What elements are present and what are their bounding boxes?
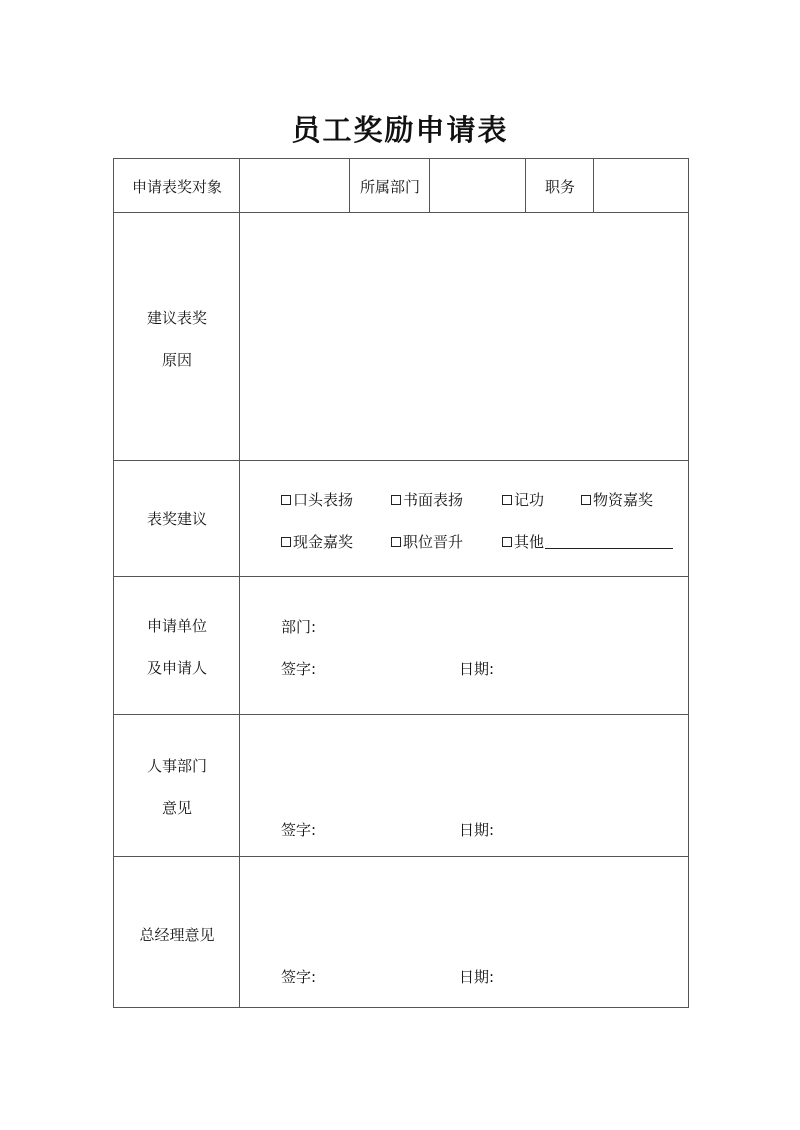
label-column-divider bbox=[239, 159, 240, 1007]
hr-date-field[interactable]: 日期: bbox=[459, 821, 495, 839]
option-label: 其他 bbox=[514, 533, 545, 551]
applicant-label-line1: 申请单位 bbox=[146, 617, 207, 635]
target-input[interactable] bbox=[241, 164, 348, 208]
row-divider bbox=[114, 714, 688, 715]
target-label: 申请表奖对象 bbox=[131, 178, 222, 196]
option-label: 口头表扬 bbox=[293, 491, 354, 509]
row-divider bbox=[114, 576, 688, 577]
option-written-praise[interactable] bbox=[391, 489, 463, 510]
reason-input-area[interactable] bbox=[241, 215, 687, 458]
reason-label-line2: 原因 bbox=[161, 351, 192, 369]
checkbox-icon[interactable] bbox=[281, 495, 291, 505]
dept-label: 所属部门 bbox=[359, 178, 420, 196]
checkbox-icon[interactable] bbox=[391, 537, 401, 547]
hr-sign-field[interactable]: 签字: bbox=[281, 821, 317, 839]
suggestion-label: 表奖建议 bbox=[146, 510, 207, 528]
checkbox-icon[interactable] bbox=[502, 495, 512, 505]
option-merit[interactable] bbox=[502, 489, 544, 510]
option-verbal-praise[interactable] bbox=[281, 489, 353, 510]
row-divider bbox=[114, 460, 688, 461]
option-label: 物资嘉奖 bbox=[593, 491, 654, 509]
hr-label-line2: 意见 bbox=[161, 799, 192, 817]
dept-input[interactable] bbox=[431, 164, 525, 208]
checkbox-icon[interactable] bbox=[281, 537, 291, 547]
applicant-date-field[interactable]: 日期: bbox=[459, 660, 495, 678]
gm-date-field[interactable]: 日期: bbox=[459, 968, 495, 986]
option-label: 记功 bbox=[514, 491, 545, 509]
option-promotion[interactable] bbox=[391, 531, 463, 552]
gm-label: 总经理意见 bbox=[139, 926, 215, 944]
option-other[interactable] bbox=[502, 531, 673, 552]
hr-label-line1: 人事部门 bbox=[146, 757, 207, 775]
award-application-form bbox=[113, 158, 689, 1008]
option-label: 职位晋升 bbox=[403, 533, 464, 551]
other-input-line[interactable] bbox=[545, 534, 673, 549]
checkbox-icon[interactable] bbox=[581, 495, 591, 505]
applicant-label-line2: 及申请人 bbox=[146, 659, 207, 677]
page-title: 员工奖励申请表 bbox=[291, 113, 509, 147]
applicant-sign-field[interactable]: 签字: bbox=[281, 660, 317, 678]
checkbox-icon[interactable] bbox=[391, 495, 401, 505]
row-divider bbox=[114, 212, 688, 213]
option-label: 书面表扬 bbox=[403, 491, 464, 509]
applicant-dept-field[interactable]: 部门: bbox=[281, 618, 317, 636]
option-material-reward[interactable] bbox=[581, 489, 653, 510]
option-cash-reward[interactable] bbox=[281, 531, 353, 552]
reason-label-line1: 建议表奖 bbox=[146, 309, 207, 327]
gm-sign-field[interactable]: 签字: bbox=[281, 968, 317, 986]
position-label: 职务 bbox=[544, 178, 575, 196]
position-input[interactable] bbox=[595, 164, 687, 208]
row-divider bbox=[114, 856, 688, 857]
option-label: 现金嘉奖 bbox=[293, 533, 354, 551]
checkbox-icon[interactable] bbox=[502, 537, 512, 547]
